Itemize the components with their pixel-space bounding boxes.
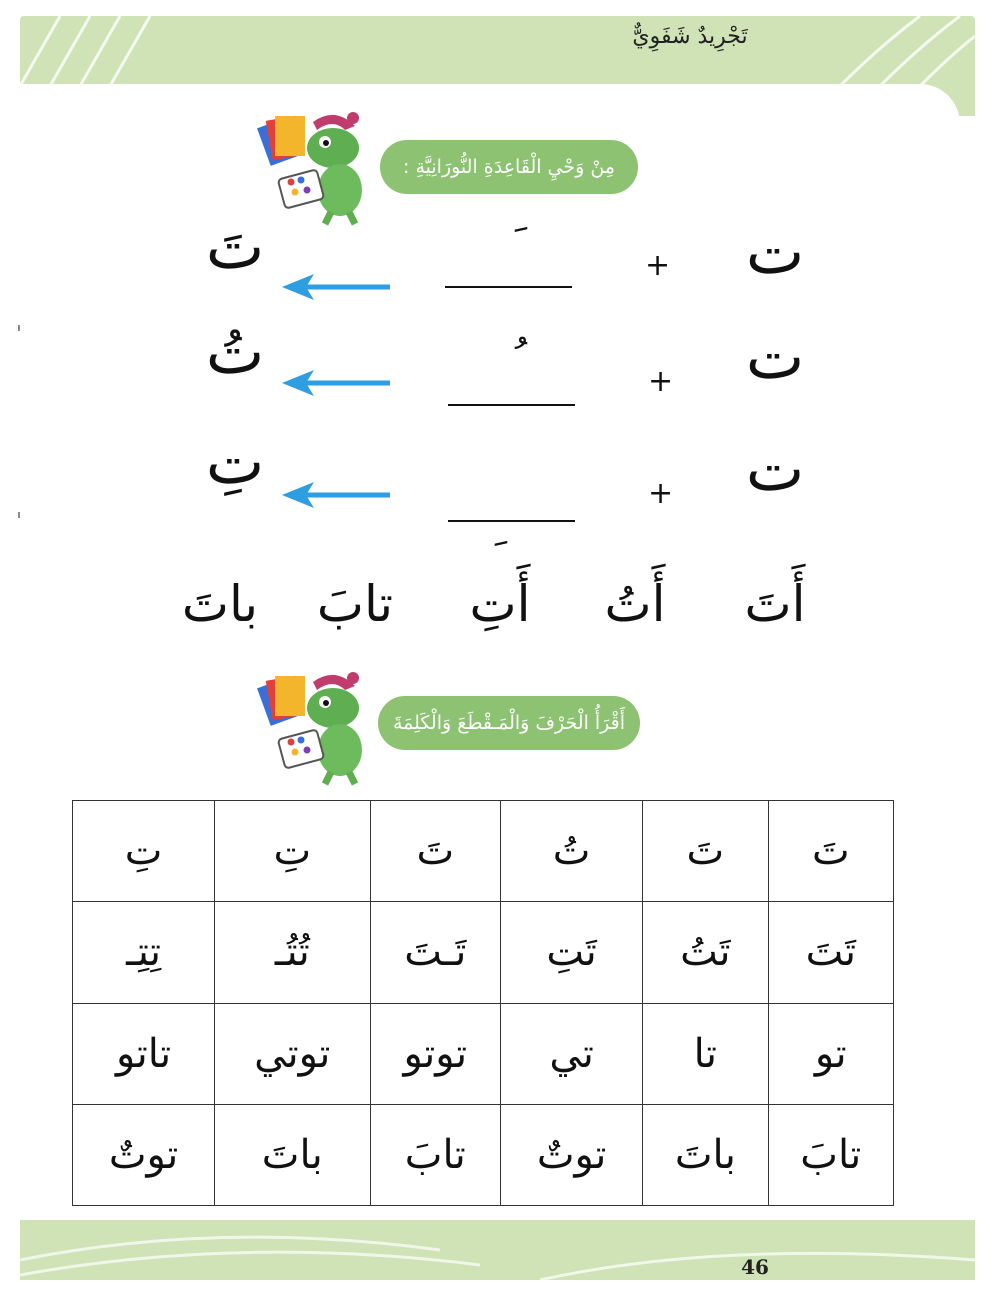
stripe-pattern-icon (20, 16, 975, 86)
word-4: تابَ (316, 575, 394, 633)
table-cell: تِ (73, 801, 215, 902)
diacritic-damma (480, 335, 540, 386)
table-cell: تاتو (73, 1003, 215, 1104)
table-cell: تَـتَ (370, 902, 501, 1003)
arrow-left-icon (282, 272, 392, 302)
section-heading-2: أَقْرَأُ الْحَرْفَ وَالْمَـقْطَعَ وَالْكَلِمَةَ (378, 696, 640, 750)
crocodile-mascot-icon (255, 108, 385, 226)
page-title: تَجْرِيدٌ شَفَوِيٌّ (632, 24, 748, 49)
page-number: 46 (741, 1255, 769, 1279)
table-row (73, 1003, 894, 1104)
plus-sign-2: + (648, 364, 674, 399)
table-cell: تو (768, 1003, 893, 1104)
plus-sign-1: + (645, 248, 671, 283)
plus-sign-3: + (648, 476, 674, 511)
table-cell: تي (501, 1003, 643, 1104)
table-cell: توتي (215, 1003, 370, 1104)
scan-mark (18, 325, 20, 331)
table-cell: تَ (768, 801, 893, 902)
table-cell: تابَ (370, 1104, 501, 1205)
base-letter-2: ت (745, 320, 805, 393)
table-row (73, 801, 894, 902)
table-cell: تَ (370, 801, 501, 902)
word-5: باتَ (181, 575, 259, 633)
table-cell: تَتَ (768, 902, 893, 1003)
table-cell: تِ (215, 801, 370, 902)
table-cell: باتَ (643, 1104, 768, 1205)
table-row (73, 902, 894, 1003)
table-cell: تَتِ (501, 902, 643, 1003)
diacritic-kasra (460, 500, 520, 551)
crocodile-mascot-icon (255, 668, 385, 786)
section-heading-1: مِنْ وَحْيِ الْقَاعِدَةِ النُّورَانِيَّةِ : (380, 140, 638, 194)
base-letter-1: ت (745, 215, 805, 288)
blank-line-2 (448, 404, 575, 406)
result-syllable-1: تَ (205, 210, 265, 283)
table-cell: تَتُ (643, 902, 768, 1003)
table-cell: تابَ (768, 1104, 893, 1205)
table-cell: توتٌ (73, 1104, 215, 1205)
result-syllable-3: تِ (205, 425, 265, 498)
arrow-left-icon (282, 368, 392, 398)
table-row (73, 1104, 894, 1205)
table-cell: تا (643, 1003, 768, 1104)
word-1: أَتَ (744, 575, 806, 633)
word-2: أَتُ (604, 575, 666, 633)
stripe-pattern-icon (20, 1220, 975, 1280)
table-cell: توتٌ (501, 1104, 643, 1205)
table-cell: تُ (501, 801, 643, 902)
result-syllable-2: تُ (205, 315, 265, 388)
table-cell: باتَ (215, 1104, 370, 1205)
base-letter-3: ت (745, 432, 805, 505)
table-cell: تَ (643, 801, 768, 902)
table-cell: تُتُـ (215, 902, 370, 1003)
word-3: أَتِ (469, 575, 531, 633)
diacritic-fatha (480, 218, 540, 269)
table-cell: توتو (370, 1003, 501, 1104)
scan-mark (18, 512, 20, 518)
blank-line-1 (445, 286, 572, 288)
reading-table (72, 800, 894, 1206)
table-cell: تِتِـ (73, 902, 215, 1003)
arrow-left-icon (282, 480, 392, 510)
